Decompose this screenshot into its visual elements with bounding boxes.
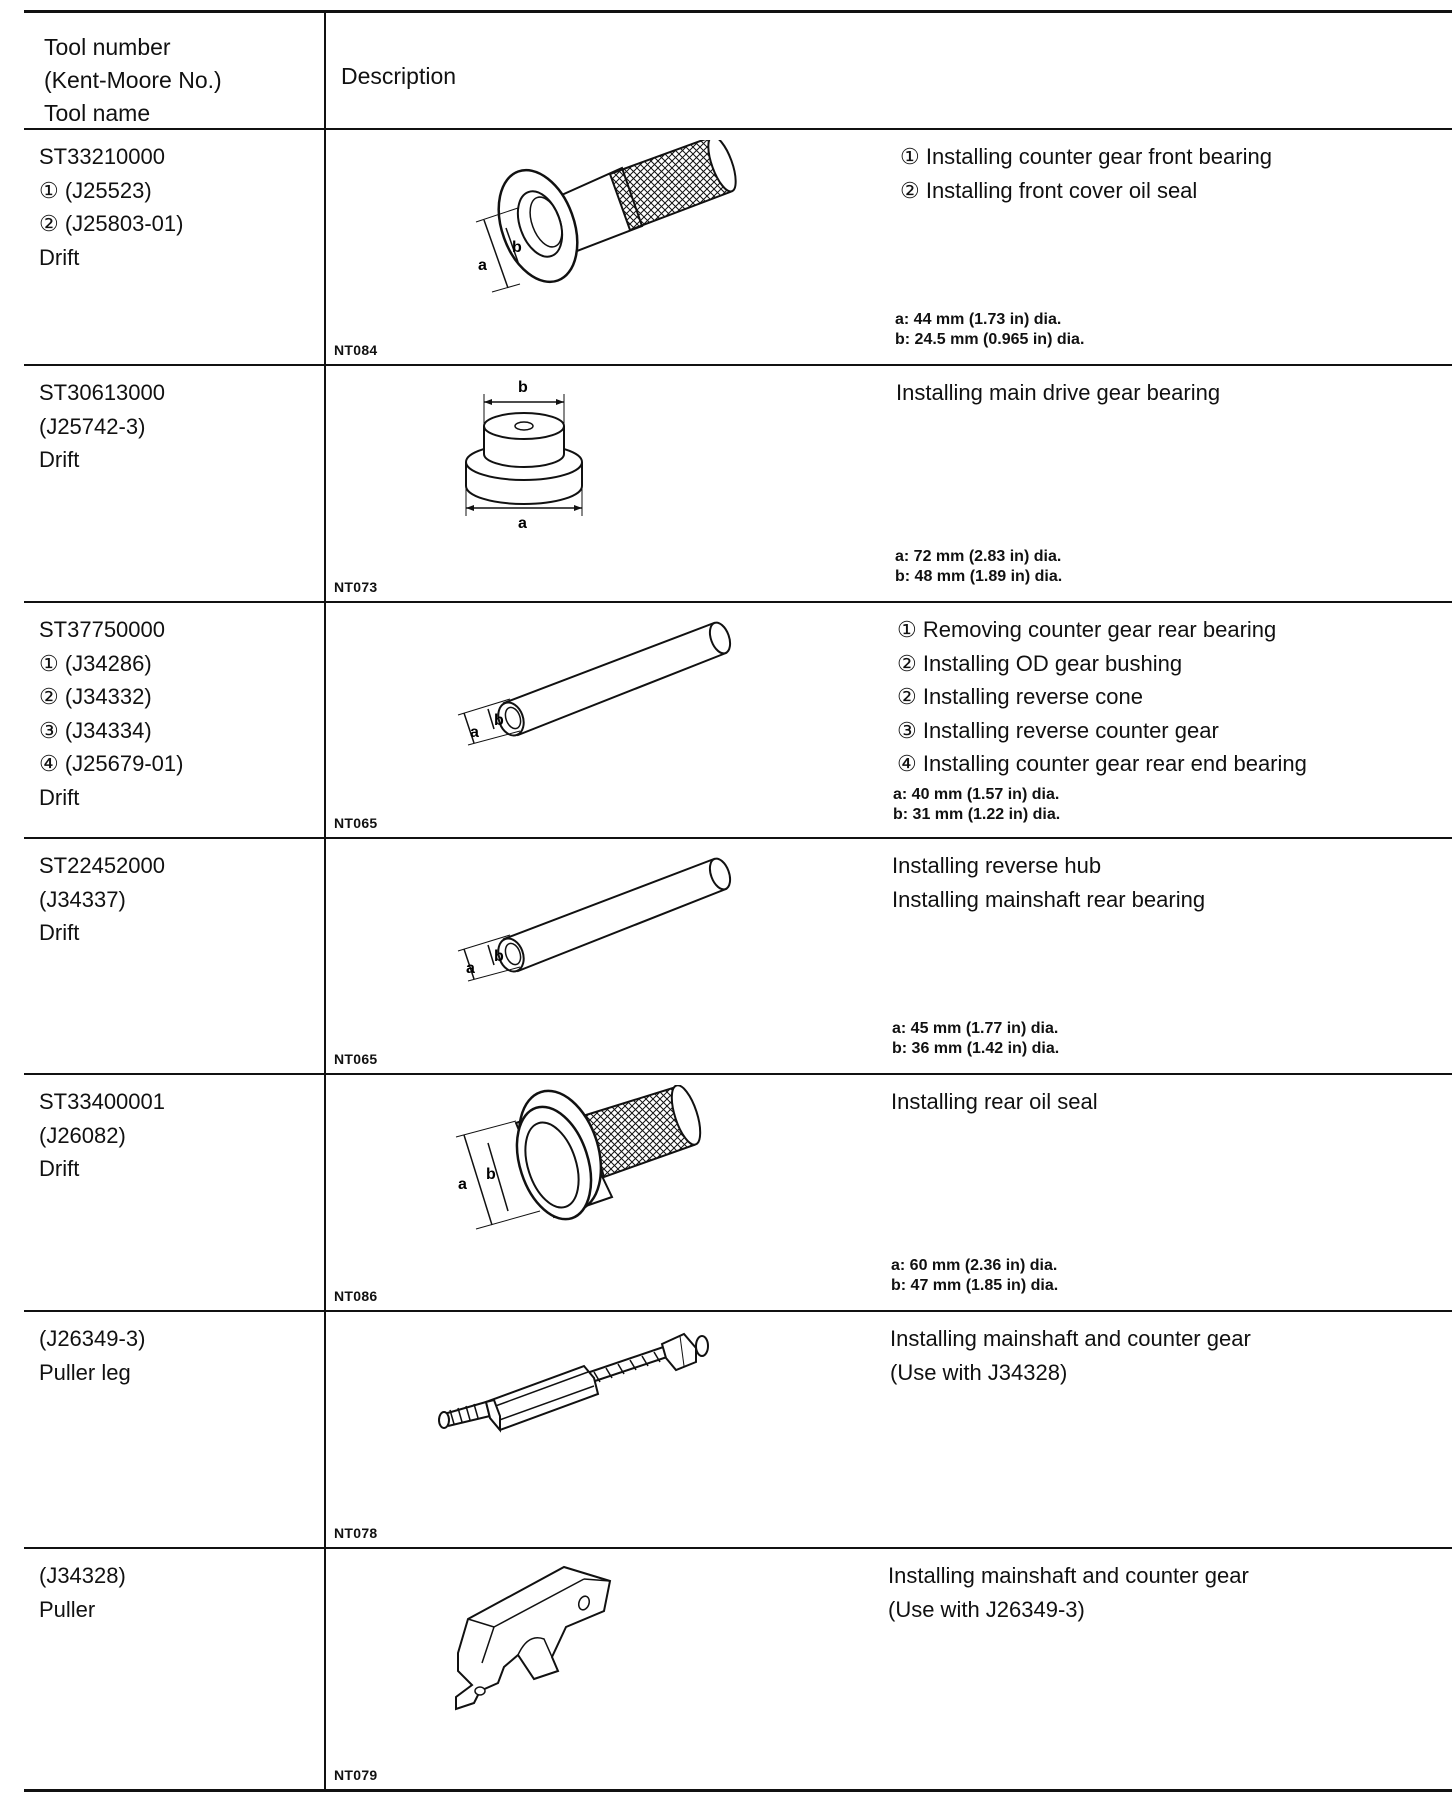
tool-id-cell [39,1322,319,1389]
kent-moore-number: ② (J25803-01) [39,211,184,236]
table-row [24,1312,1452,1549]
drift-tool-illustration [444,849,744,989]
description-line: Installing mainshaft rear bearing [892,886,1206,912]
kent-moore-number: (J25742-3) [39,413,146,439]
figure-code: NT065 [334,815,378,831]
tool-id-cell [39,849,319,950]
figure-code: NT073 [334,579,378,595]
description-line: ② Installing reverse cone [897,684,1143,709]
puller-illustration [434,1563,634,1733]
dimension-b-spec: b: 36 mm (1.42 in) dia. [892,1040,1060,1057]
figure-code: NT086 [334,1288,378,1304]
dimension-a-label: a [478,257,487,274]
dimension-a-spec: a: 45 mm (1.77 in) dia. [892,1020,1059,1037]
tool-id-cell [39,1085,319,1186]
dimension-b-label: b [494,948,504,965]
tool-number: ST37750000 [39,617,165,642]
description-line: Installing mainshaft and counter gear [890,1326,1251,1351]
description-line: ② Installing front cover oil seal [900,177,1198,203]
kent-moore-number: (J34337) [39,886,126,912]
kent-moore-number: ① (J34286) [39,650,152,676]
dimension-spec [892,1019,1059,1059]
dimension-b-label: b [518,379,528,396]
description-line: Installing main drive gear bearing [896,380,1221,405]
header-tool-column [44,31,222,130]
description-line: ③ Installing reverse counter gear [897,717,1219,743]
dimension-spec [895,310,1084,350]
kent-moore-number: (J26082) [39,1122,126,1148]
description-cell [896,376,1220,410]
description-line: ④ Installing counter gear rear end bearing [897,751,1307,776]
table-row [24,1549,1452,1789]
description-line: ② Installing OD gear bushing [897,650,1183,676]
dimension-b-label: b [494,712,504,729]
tool-number: ST33210000 [39,144,165,169]
figure-code: NT084 [334,342,378,358]
tool-name: Drift [39,920,80,945]
header-tool-name: Tool name [44,100,151,126]
kent-moore-number: ④ (J25679-01) [39,751,184,776]
drift-tool-illustration [454,374,594,534]
tool-name: Drift [39,447,80,472]
dimension-a-spec: a: 72 mm (2.83 in) dia. [895,548,1062,565]
dimension-a-spec: a: 60 mm (2.36 in) dia. [891,1257,1058,1274]
dimension-b-label: b [512,239,522,256]
dimension-b-spec: b: 24.5 mm (0.965 in) dia. [895,331,1085,348]
drift-tool-illustration [436,1085,716,1255]
drift-tool-illustration [434,140,754,320]
dimension-b-spec: b: 48 mm (1.89 in) dia. [895,568,1063,585]
table-row [24,366,1452,603]
description-cell [900,140,1272,207]
header-tool-number: Tool number [44,34,171,60]
tool-id-cell [39,140,319,274]
dimension-a-spec: a: 44 mm (1.73 in) dia. [895,311,1062,328]
dimension-b-spec: b: 47 mm (1.85 in) dia. [891,1277,1059,1294]
kent-moore-number: (J34328) [39,1563,126,1588]
description-line: (Use with J34328) [890,1359,1068,1385]
kent-moore-number: ② (J34332) [39,684,152,709]
tool-name: Drift [39,784,80,810]
description-line: Installing rear oil seal [891,1089,1098,1114]
tool-number: ST30613000 [39,380,165,405]
tool-name: Drift [39,1156,80,1181]
description-line: Installing mainshaft and counter gear [888,1563,1249,1588]
header-description: Description [341,63,457,89]
description-cell [891,1085,1098,1119]
table-row [24,1075,1452,1312]
kent-moore-number: ③ (J34334) [39,717,152,743]
dimension-a-spec: a: 40 mm (1.57 in) dia. [893,786,1060,803]
dimension-b-label: b [486,1166,496,1183]
figure-code: NT065 [334,1051,378,1067]
kent-moore-number: ① (J25523) [39,177,152,203]
table-header [24,13,1452,130]
header-kent-moore: (Kent-Moore No.) [44,67,222,93]
table-row [24,130,1452,366]
tool-name: Puller [39,1596,96,1622]
tool-id-cell [39,613,319,814]
description-cell [888,1559,1249,1626]
tool-id-cell [39,376,319,477]
kent-moore-number: (J26349-3) [39,1326,146,1351]
figure-code: NT079 [334,1767,378,1783]
special-service-tools-table [24,10,1452,1792]
tool-name: Drift [39,244,80,270]
dimension-a-label: a [470,724,479,741]
tool-number: ST33400001 [39,1089,165,1114]
dimension-b-spec: b: 31 mm (1.22 in) dia. [893,806,1061,823]
drift-tool-illustration [444,613,744,753]
description-line: (Use with J26349-3) [888,1596,1085,1622]
dimension-spec [891,1256,1058,1296]
description-cell [892,849,1205,916]
table-bottom-rule [24,1789,1452,1792]
table-row [24,603,1452,839]
table-row [24,839,1452,1075]
tool-id-cell [39,1559,319,1626]
description-cell [897,613,1307,781]
description-line: ① Removing counter gear rear bearing [897,617,1277,642]
description-cell [890,1322,1251,1389]
description-line: ① Installing counter gear front bearing [900,144,1272,169]
dimension-spec [895,547,1062,587]
tool-name: Puller leg [39,1359,131,1385]
tool-number: ST22452000 [39,853,165,878]
puller-leg-illustration [434,1322,734,1452]
dimension-a-label: a [466,960,475,977]
dimension-a-label: a [458,1176,467,1193]
figure-code: NT078 [334,1525,378,1541]
dimension-spec [893,785,1060,825]
description-line: Installing reverse hub [892,853,1102,878]
dimension-a-label: a [518,515,527,532]
